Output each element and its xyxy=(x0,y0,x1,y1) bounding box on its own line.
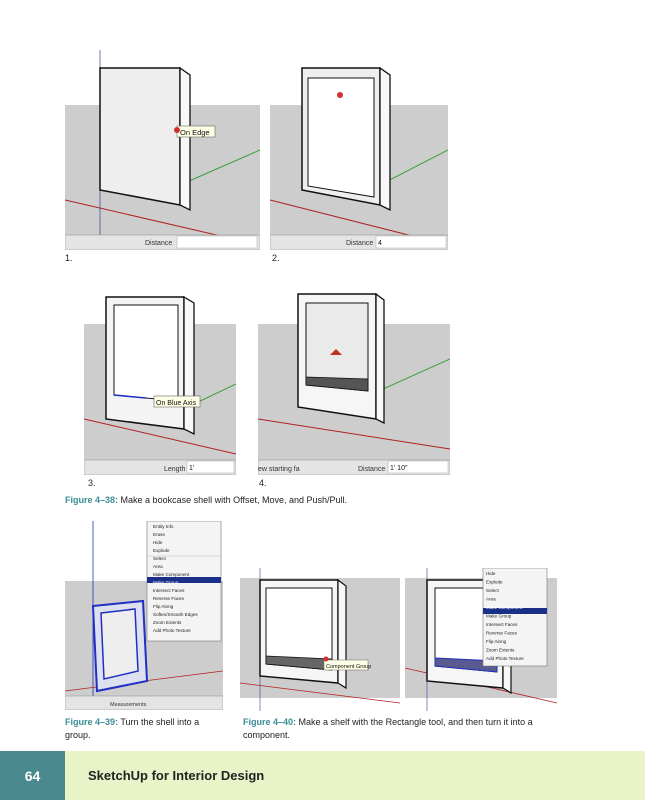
figure-4-40-text-line2: component. xyxy=(243,730,291,740)
step-3-number: 3. xyxy=(88,478,96,488)
figure-4-39-menu-item[interactable]: Zoom Extents xyxy=(153,620,182,625)
book-title: SketchUp for Interior Design xyxy=(88,768,265,783)
figure-4-39-status-label: Measurements xyxy=(110,702,147,708)
figure-4-39-menu-item[interactable]: Erase xyxy=(153,532,166,537)
figure-4-39-menu-item[interactable]: Select xyxy=(153,556,166,561)
step-3-status-value: 1' xyxy=(189,465,195,472)
figure-4-40-screenshot-left xyxy=(240,568,400,711)
step-4-status-label: Distance xyxy=(358,466,386,473)
figure-4-40-screenshot-right xyxy=(405,568,557,711)
figure-4-39-menu-item[interactable]: Entity Info xyxy=(153,524,174,529)
step-1-tooltip: On Edge xyxy=(180,128,210,137)
figure-4-39-menu-item[interactable]: Area xyxy=(153,564,163,569)
figure-4-39-menu-item[interactable]: Add Photo Texture xyxy=(153,628,191,633)
figure-4-39-menu-item[interactable]: Explode xyxy=(153,548,170,553)
figure-4-40-caption xyxy=(243,716,583,742)
figure-4-38-caption xyxy=(65,494,585,507)
figure-4-39-menu-item[interactable]: Soften/Smooth Edges xyxy=(153,612,198,617)
figure-4-40-tooltip: Component Group xyxy=(326,664,372,670)
figure-4-40-menu-item[interactable]: Intersect Faces xyxy=(486,622,518,627)
figure-4-39-text-line2: group. xyxy=(65,730,91,740)
step-4-status-prefix: ew starting fa xyxy=(258,466,300,473)
figure-4-39-menu-item[interactable]: Reverse Faces xyxy=(153,596,184,601)
step-4-status-value: 1' 10" xyxy=(390,465,408,472)
step-3-screenshot xyxy=(84,279,236,475)
figure-4-40-label: Figure 4–40: xyxy=(243,717,297,727)
page-number: 64 xyxy=(0,751,65,800)
figure-4-40-menu-item[interactable]: Explode xyxy=(486,579,503,585)
figure-4-40-menu-item[interactable]: Make Component xyxy=(486,605,523,610)
figure-4-39-text-line1: Turn the shell into a xyxy=(120,717,200,727)
figure-4-39-screenshot xyxy=(65,521,223,710)
figure-4-40-menu-item[interactable]: Reverse Faces xyxy=(486,630,517,636)
figure-4-38-text: Make a bookcase shell with Offset, Move, and Push/Pull. xyxy=(120,495,347,505)
step-1-number: 1. xyxy=(65,253,73,263)
step-1-screenshot xyxy=(65,50,260,250)
step-4-screenshot xyxy=(258,279,450,475)
step-2-number: 2. xyxy=(272,253,280,263)
figure-4-39-menu-item[interactable]: Make Group xyxy=(153,580,179,585)
figure-4-40-text-line1: Make a shelf with the Rectangle tool, and then turn it into a xyxy=(298,717,533,727)
figure-4-40-menu-item[interactable]: Flip Along xyxy=(486,639,507,644)
figure-4-39-menu-item[interactable]: Intersect Faces xyxy=(153,588,185,593)
step-2-screenshot xyxy=(270,50,448,250)
step-3-status-label: Length xyxy=(164,466,186,473)
figure-4-38-label: Figure 4–38: xyxy=(65,495,119,505)
figure-4-39-menu-item[interactable]: Flip Along xyxy=(153,604,174,609)
step-1-status-label: Distance xyxy=(145,240,173,247)
figure-4-40-menu-item[interactable]: Select xyxy=(486,588,499,593)
step-2-status-value: 4 xyxy=(378,240,382,247)
figure-4-40-menu-item[interactable]: Hide xyxy=(486,571,496,576)
figure-4-39-menu-item[interactable]: Make Component xyxy=(153,572,190,577)
figure-4-40-menu-item[interactable]: Make Group xyxy=(486,613,512,619)
figure-4-39-menu-item[interactable]: Hide xyxy=(153,540,163,545)
step-3-tooltip: On Blue Axis xyxy=(156,400,197,407)
figure-4-40-menu-item[interactable]: Add Photo Texture xyxy=(486,656,524,661)
figure-4-40-menu-item[interactable]: Area xyxy=(486,596,496,602)
step-2-status-label: Distance xyxy=(346,240,374,247)
page-footer xyxy=(0,751,645,800)
figure-4-39-label: Figure 4–39: xyxy=(65,717,119,727)
figure-4-39-caption xyxy=(65,716,230,742)
figure-4-40-menu-item[interactable]: Zoom Extents xyxy=(486,647,515,653)
step-4-number: 4. xyxy=(259,478,267,488)
